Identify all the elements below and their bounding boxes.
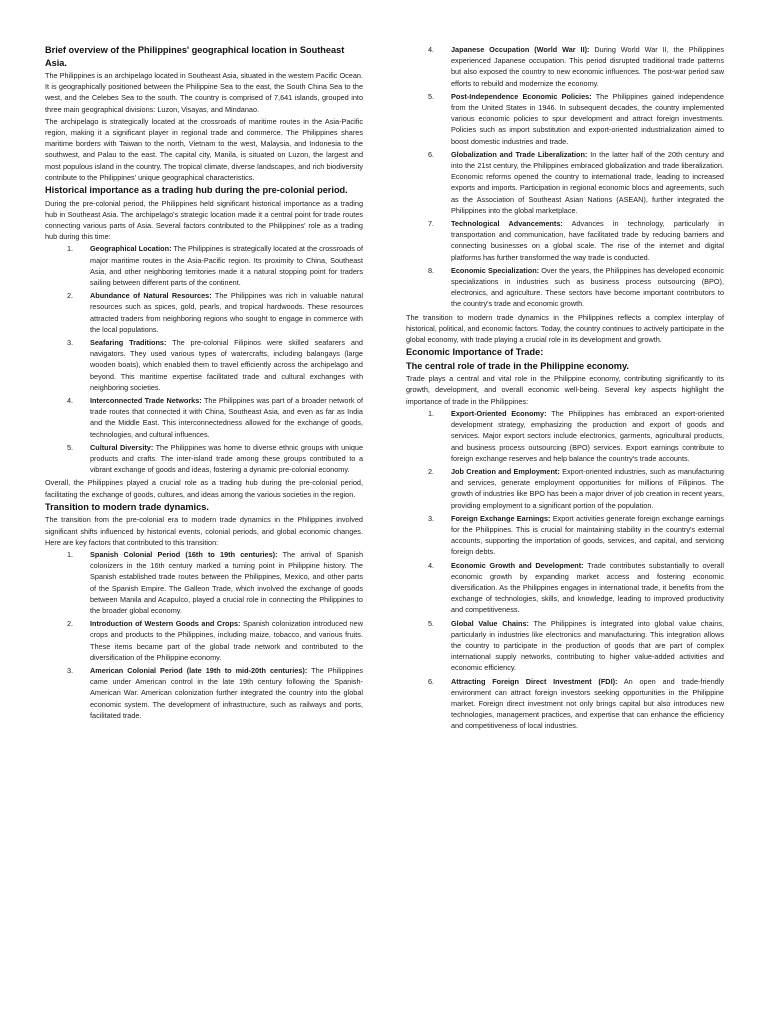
list-item: 5. Cultural Diversity: The Philippines was home to diverse ethnic groups with unique products and crafts. The inter-island trade among these groups contributed to a vibrant exchange of goods and ideas, fostering a dynamic pre-colonial economy. (67, 442, 363, 475)
list-item: 5. Global Value Chains: The Philippines is integrated into global value chains, particularly in industries like electronics and manufacturing. This integration allows the country to participate in the production of goods that are part of complex international supply networks, contributing to higher value-added activities and economic efficiency. (428, 618, 724, 673)
list-item: 3. Foreign Exchange Earnings: Export activities generate foreign exchange earnings for the Philippines. This is crucial for maintaining stability in the country's external accounts, supporting the importation of goods, services, and capital, and servicing foreign debts. (428, 513, 724, 557)
historical-intro: During the pre-colonial period, the Philippines held significant historical importance as a trading hub in Southeast Asia. The archipelago's strategic location made it a central point for trade routes connecting various parts of Asia. Several factors contributed to the Philippines' role as a trading hub during this time: (45, 198, 363, 242)
overview-paragraph-2: The archipelago is strategically located at the crossroads of maritime routes in the Asia-Pacific region, making it a significant player in regional trade and commerce. The Philippines shares maritime borders with Taiwan to the north, Vietnam to the west, Malaysia, and Indonesia to the southwest, and Palau to the east. The capital city, Manila, is situated on Luzon, the largest and most populous island in the country. The tropical climate, diverse landscapes, and rich biodiversity contribute to the Philippines' unique geographical characteristics. (45, 116, 363, 182)
list-item: 3. American Colonial Period (late 19th to mid-20th centuries): The Philippines came under American control in the late 19th century following the Spanish-American War. American colonization further integrated the country into the global economic system. The development of infrastructure, such as railways and ports, facilitated trade. (67, 665, 363, 720)
list-item: 2. Introduction of Western Goods and Crops: Spanish colonization introduced new crops and products to the Philippines, including maize, tobacco, and various fruits. These items became part of the global trade network and contributed to the diversification of the Philippine economy. (67, 619, 363, 662)
historical-list (45, 243, 363, 475)
page-title: Brief overview of the Philippines' geographical location in Southeast Asia. (45, 45, 345, 68)
list-item: 7. Technological Advancements: Advances in technology, particularly in transportation and communication, have facilitated trade by reducing barriers and connecting businesses on a global scale. The rise of the internet and digital platforms has further transformed the way trade is conducted. (428, 219, 724, 262)
list-item: 4. Interconnected Trade Networks: The Philippines was part of a broader network of trade routes that connected it with China, Southeast Asia, and even as far as India and the Middle East. This interconnectedness allowed for the exchange of goods, technologies, and cultural influences. (67, 395, 363, 439)
left-column (45, 44, 363, 723)
transition-outro: The transition to modern trade dynamics in the Philippines reflects a complex interplay of historical, political, and economic factors. Today, the country continues to actively participate in the global economy, with trade playing a crucial role in its development and growth. (406, 312, 724, 345)
list-item: 3. Seafaring Traditions: The pre-colonial Filipinos were skilled seafarers and navigators. They used various types of watercrafts, including balangays (large wooden boats), which enabled them to travel efficiently across the archipelago and beyond. This maritime expertise facilitated trade and cultural exchanges with neighboring societies. (67, 337, 363, 392)
central-role-list (406, 408, 724, 732)
list-item: 4. Japanese Occupation (World War II): During World War II, the Philippines experienced Japanese occupation. This period disrupted traditional trade patterns but also exposed the country to new economic influences. The post-war period saw efforts to rebuild and modernize the economy. (428, 45, 725, 88)
transition-list (45, 549, 363, 721)
transition-intro: The transition from the pre-colonial era to modern trade dynamics in the Philippines involved significant shifts influenced by historical events, colonial periods, and global economic changes. Here are key factors that contributed to this transition: (45, 515, 363, 547)
list-item: 5. Post-Independence Economic Policies: The Philippines gained independence from the United States in 1946. In subsequent decades, the country implemented various economic policies to spur development and attract foreign investments. Policies such as import substitution and export-oriented industrialization aimed to boost domestic industries and trade. (428, 91, 724, 146)
list-item: 2. Abundance of Natural Resources: The Philippines was rich in valuable natural resources such as spices, gold, pearls, and tropical hardwoods. These resources attracted traders from neighboring regions who sought to engage in commerce with the local populations. (67, 291, 363, 334)
list-item: 6. Globalization and Trade Liberalization: In the latter half of the 20th century and into the 21st century, the Philippines embraced globalization and trade liberalization. Economic reforms opened the country to international trade, leading to increased exports and imports. Participation in regional economic blocs and agreements, such as the Association of Southeast Asian Nations (ASEAN), further integrated the Philippines into the global marketplace. (428, 149, 724, 215)
list-item: 4. Economic Growth and Development: Trade contributes substantially to overall economic growth by expanding market access and fostering economic diversification. As the Philippines engages in international trade, it benefits from the exchange of technologies, skills, and knowledge, leading to improved productivity and competitiveness. (428, 560, 724, 615)
list-item: 8. Economic Specialization: Over the years, the Philippines has developed economic specializations in industries such as business process outsourcing (BPO), electronics, and agriculture. These sectors have become important contributors to the country's trade and economic growth. (428, 265, 724, 309)
central-role-heading: The central role of trade in the Philippine economy. (406, 360, 629, 371)
economic-heading: Economic Importance of Trade: (406, 347, 544, 358)
transition-list-continued (406, 44, 724, 310)
list-item: 2. Job Creation and Employment: Export-oriented industries, such as manufacturing and services, generate employment opportunities for millions of Filipinos. The growth of industries like BPO has been a major driver of job creation in recent years, providing employment to a significant portion of the population. (428, 466, 724, 510)
list-item: 6. Attracting Foreign Direct Investment (FDI): An open and trade-friendly environment can attract foreign investors seeking opportunities in the Philippine market. Foreign direct investment not only brings capital but also introduces new technologies, management practices, and expertise that can enhance the efficiency and competitiveness of local industries. (428, 676, 724, 731)
list-item: 1. Geographical Location: The Philippines is strategically located at the crossroads of major maritime routes in the Asia-Pacific region. Its proximity to China, Southeast Asia, and other neighboring territories made it a natural stopping point for traders sailing between different parts of the continent. (67, 244, 363, 287)
list-item: 1. Spanish Colonial Period (16th to 19th centuries): The arrival of Spanish colonizers in the 16th century marked a turning point in Philippine history. The Spanish established trade routes between the Philippines, Mexico, and other parts of the Spanish Empire. The Galleon Trade, which involved the exchange of goods between Manila and Acapulco, played a crucial role in connecting the Philippines to the broader global economy. (67, 549, 364, 615)
central-intro: Trade plays a central and vital role in the Philippine economy, contributing significantly to its growth, development, and overall economic well-being. Several key aspects highlight the importance of trade in the Philippines: (406, 374, 724, 406)
overview-paragraph-1: The Philippines is an archipelago located in Southeast Asia, situated in the western Pacific Ocean. It is geographically positioned between the Philippine Sea to the east, the South China Sea to the west, and the Celebes Sea to the south. The country is comprised of 7,641 islands, grouped into three main geographical divisions: Luzon, Visayas, and Mindanao. (45, 71, 363, 114)
right-column (406, 44, 724, 734)
transition-heading: Transition to modern trade dynamics. (45, 501, 209, 512)
historical-heading: Historical importance as a trading hub during the pre-colonial period. (45, 185, 348, 196)
list-item: 1. Export-Oriented Economy: The Philippines has embraced an export-oriented development strategy, emphasizing the production and export of goods and services. Major export sectors include electronics, garments, agricultural products, and business process outsourcing (BPO) services. Export earnings contribute to foreign exchange reserves and help balance the country's trade accounts. (428, 408, 725, 463)
historical-outro: Overall, the Philippines played a crucial role as a trading hub during the pre-colonial period, facilitating the exchange of goods, cultures, and ideas among the various societies in the region. (45, 478, 363, 499)
